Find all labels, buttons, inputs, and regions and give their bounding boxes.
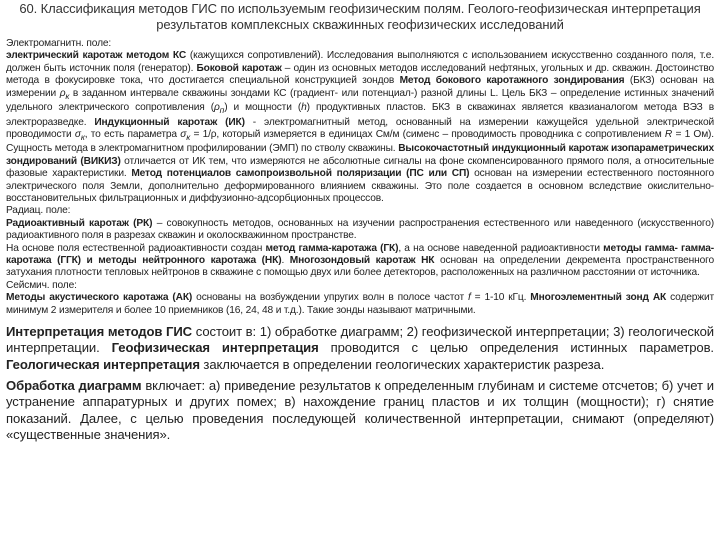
text-segment: основаны на возбуждении упругих волн в полосе частот (192, 292, 468, 304)
symbol-italic: σ (180, 128, 187, 140)
seismic-field-heading (6, 280, 714, 292)
symbol-italic: ρ (213, 102, 220, 114)
subscript: к (65, 90, 70, 101)
text-segment: ) продуктивных пластов. БКЗ в скважинах является квазианалогом метода ВЭЗ в электроразведке. (6, 102, 714, 128)
term-bold: Интерпретация методов ГИС (6, 324, 193, 340)
term-bold: метод гамма-каротажа (ГК) (265, 242, 399, 254)
term-bold: электрический каротаж методом КС (6, 50, 187, 62)
term-bold: Геологическая интерпретация (6, 356, 200, 372)
text-segment: На основе поля естественной радиоактивности создан (6, 242, 266, 254)
slide-title: 60. Классификация методов ГИС по используемым геофизическим полям. Геолого-геофизическая интерпретация результатов комплексных скважинных геофизических исследований (19, 1, 701, 32)
diagram-processing-paragraph (6, 378, 714, 443)
text-segment: - электромагнитный метод, основанный на измерении кажущейся удельной электрической проводимости (6, 116, 714, 140)
term-bold: Высокочастотный индукционный каротаж изопараметрических зондирований (ВИКИЗ) (6, 143, 714, 167)
term-bold: Обработка диаграмм (6, 377, 142, 393)
text-segment: Электромагнитн. поле: (6, 38, 112, 49)
text-segment: (кажущихся сопротивлений). Исследования выполняются с использованием искусственно созданного поля, т.е. должен быть источник поля (генератор). (6, 50, 714, 74)
text-segment: в заданном интервале скважины зондами КС (градиент- или потенциал-) разной длины L. Цель БКЗ – определение истинных значений удельного электрического сопротивления ( (6, 87, 714, 114)
symbol-italic: ρ (59, 87, 66, 99)
interpretation-section (6, 324, 714, 443)
text-segment: – совокупность методов, основанных на изучении распространения естественного или наведенного (искусственного) радиоактивного поля в разрезах скважин и околоскважинном пространстве. (6, 217, 714, 242)
term-bold: Многоэлементный зонд АК (530, 292, 667, 304)
text-segment: основан на определении декремента пространственного затухания плотности тепловых нейтронов в скважине с помощью двух или более детекторов, расположенных на различном расстоянии от источника. (6, 255, 714, 279)
em-field-heading (6, 38, 714, 50)
term-bold: Боковой каротаж (196, 62, 282, 74)
radioactive-logging-paragraph (6, 218, 714, 243)
text-segment: ) и мощности ( (224, 102, 302, 114)
text-segment: – один из основных методов исследований нефтяных, угольных и др. скважин. Достоинство метода в фокусировке тока, что достигается специальной конструкцией зондов (6, 62, 714, 87)
text-segment: , а на основе наведенной радиоактивности (398, 242, 604, 254)
text-segment: . (281, 255, 290, 266)
term-bold: Многозондовый каротаж НК (289, 255, 435, 266)
text-segment: Сейсмич. поле: (6, 279, 77, 291)
radiation-field-heading (6, 205, 714, 217)
term-bold: Метод бокового каротажного зондирования (399, 75, 625, 87)
subscript: к (186, 131, 191, 142)
acoustic-logging-paragraph (6, 292, 714, 317)
text-segment: заключается в определении геологических характеристик разреза. (199, 356, 605, 372)
term-bold: Радиоактивный каротаж (РК) (6, 217, 153, 229)
text-segment: = 1 Ом). Сущность метода в электромагнитном профилировании (ЭМП) по стволу скважины. (6, 128, 714, 155)
text-segment: проводится с целью определения истинных параметров. (318, 340, 714, 356)
term-bold: методы гамма- гамма-каротажа (ГГК) и методы нейтронного каротажа (НК) (6, 242, 715, 266)
symbol-italic: f (467, 292, 471, 304)
text-segment: = 1/ρ, который измеряется в единицах См/м (сименс – проводимость проводника с сопротивлением (190, 128, 665, 140)
term-bold: Геофизическая интерпретация (111, 340, 319, 356)
gamma-neutron-logging-paragraph (6, 243, 714, 280)
text-segment: , то есть параметра (84, 128, 181, 140)
text-segment: отличается от ИК тем, что измеряются не абсолютные сигналы на фоне скомпенсированного прямого поля, а относительные фазовые характеристики. (6, 155, 714, 180)
subscript: п (219, 105, 225, 116)
text-segment: основан на измерении естественного постоянного электрического поля Земли, дополнительно деформированного влиянием скважины. Это поле создается в основном вследствие окислительно-восстановительных фильтрационных и диффузионно-адсорбционных процессов. (6, 168, 715, 204)
text-segment: (БКЗ) основан на измерении (6, 75, 714, 99)
term-bold: Индукционный каротаж (ИК) (94, 116, 245, 128)
symbol-italic: h (301, 102, 307, 114)
text-segment: содержит минимум 2 измерителя и более 10 приемников (16, 24, 48 и т.д.). Такие зонды называют матричными. (6, 292, 715, 316)
text-segment: включает: а) приведение результатов к определенным глубинам и системе отсчетов; б) учет и устранение аппаратурных и других помех; в) нахождение границ пластов и их толщин (мощности); г) снятие показаний. Далее, с целью проведения последующей количественной интерпретации, снимают (определяют) «существенные значения». (6, 377, 714, 442)
symbol-italic: R (664, 128, 673, 140)
text-segment: состоит в: 1) обработке диаграмм; 2) геофизической интерпретации; 3) геологической интерпретации. (6, 324, 714, 356)
term-bold: Методы акустического каротажа (АК) (6, 292, 193, 304)
text-segment: = 1-10 кГц. (470, 292, 531, 304)
symbol-italic: σ (74, 128, 81, 140)
field-methods-section (6, 38, 714, 317)
electric-logging-paragraph (6, 50, 714, 205)
term-bold: Метод потенциалов самопроизвольной поляризации (ПС или СП) (131, 168, 470, 180)
subscript: к (80, 131, 85, 142)
text-segment: Радиац. поле: (6, 205, 71, 217)
interpretation-paragraph (6, 324, 714, 373)
